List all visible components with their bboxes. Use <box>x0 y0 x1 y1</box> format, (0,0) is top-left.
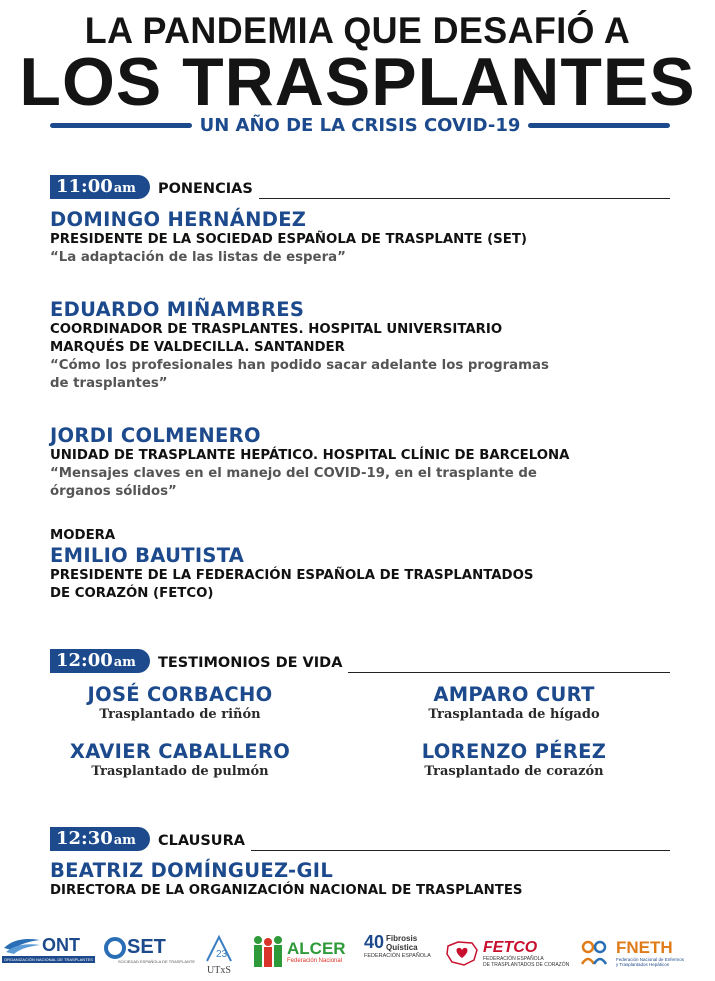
ont-wing-icon <box>2 934 42 956</box>
time-ampm: am <box>113 655 136 670</box>
testimony-1 <box>30 684 330 724</box>
subtitle-bar-right <box>528 123 670 128</box>
session-divider <box>348 672 670 673</box>
moderator-name: EMILIO BAUTISTA <box>50 544 245 567</box>
utxs-figure-icon <box>201 931 237 965</box>
testimony-3 <box>30 741 330 781</box>
fneth-name: FNETH <box>616 937 673 957</box>
testimony-name: JOSÉ CORBACHO <box>87 683 273 706</box>
time-value: 12:30 <box>56 828 113 849</box>
speaker-2 <box>50 299 670 393</box>
alcer-subtitle: Federación Nacional <box>287 958 343 964</box>
closing-speaker <box>50 860 670 900</box>
fneth-subtitle-1: Federación Nacional de Enfermos <box>616 956 685 962</box>
time-ampm: am <box>113 833 136 848</box>
title-line-1: LA PANDEMIA QUE DESAFIÓ A <box>84 10 631 51</box>
sponsor-logos <box>0 922 715 977</box>
session-clausura <box>50 826 670 852</box>
session-label: PONENCIAS <box>157 181 253 197</box>
testimony-name: XAVIER CABALLERO <box>69 740 291 763</box>
speaker-1 <box>50 209 670 267</box>
testimony-name: AMPARO CURT <box>433 683 595 706</box>
alcer-logo <box>250 932 354 972</box>
session-label: TESTIMONIOS DE VIDA <box>157 655 343 671</box>
speaker-name: JORDI COLMENERO <box>50 424 261 447</box>
time-badge <box>50 649 150 673</box>
utxs-name: UTxS <box>207 965 231 976</box>
closing-role: DIRECTORA DE LA ORGANIZACIÓN NACIONAL DE TRASPLANTES <box>50 883 523 898</box>
closing-name: BEATRIZ DOMÍNGUEZ-GIL <box>50 859 334 882</box>
subtitle-bar-left <box>50 123 192 128</box>
fibrosis-number: 40 <box>364 932 385 952</box>
fetco-heart-map-icon <box>444 938 480 968</box>
speaker-name: EDUARDO MIÑAMBRES <box>50 298 305 321</box>
time-badge <box>50 175 150 199</box>
set-subtitle: SOCIEDAD ESPAÑOLA DE TRASPLANTE <box>118 959 195 964</box>
testimony-desc: Trasplantado de corazón <box>424 764 604 779</box>
speaker-talk-line-2: órganos sólidos” <box>50 484 177 499</box>
moderator-label: MODERA <box>50 528 116 543</box>
time-value: 11:00 <box>56 176 113 197</box>
fibrosis-name-1: Fibrosis <box>386 933 418 943</box>
ont-subtitle: ORGANIZACIÓN NACIONAL DE TRASPLANTES <box>4 957 93 962</box>
set-name: SET <box>127 936 166 958</box>
session-divider <box>251 850 670 851</box>
speaker-talk-line-2: de trasplantes” <box>50 376 168 391</box>
session-ponencias <box>50 174 670 200</box>
testimony-desc: Trasplantada de hígado <box>428 707 600 722</box>
moderator-role-line-1: PRESIDENTE DE LA FEDERACIÓN ESPAÑOLA DE TRASPLANTADOS <box>50 568 534 583</box>
subtitle: UN AÑO DE LA CRISIS COVID-19 <box>199 114 521 136</box>
fetco-logo <box>444 932 570 974</box>
svg-text:23: 23 <box>216 949 228 960</box>
speaker-role-line-2: MARQUÉS DE VALDECILLA. SANTANDER <box>50 340 345 355</box>
alcer-name: ALCER <box>287 939 346 958</box>
testimony-4 <box>364 741 664 781</box>
fibrosis-name-2: Quística <box>386 942 418 952</box>
fibrosis-logo <box>364 932 434 974</box>
session-label: CLAUSURA <box>157 833 245 849</box>
ont-name: ONT <box>42 934 80 955</box>
session-divider <box>259 198 670 199</box>
fneth-logo <box>580 932 714 974</box>
speaker-3 <box>50 425 670 501</box>
subtitle-row <box>50 112 670 138</box>
utxs-logo <box>198 924 240 976</box>
fneth-subtitle-2: y Trasplantados Hepáticos <box>616 962 670 967</box>
fneth-people-icon <box>580 938 614 968</box>
time-badge <box>50 827 150 851</box>
speaker-role-line-1: COORDINADOR DE TRASPLANTES. HOSPITAL UNIVERSITARIO <box>50 322 503 337</box>
speaker-role: PRESIDENTE DE LA SOCIEDAD ESPAÑOLA DE TRASPLANTE (SET) <box>50 232 527 247</box>
speaker-role: UNIDAD DE TRASPLANTE HEPÁTICO. HOSPITAL CLÍNIC DE BARCELONA <box>50 448 570 463</box>
speaker-talk: “La adaptación de las listas de espera” <box>50 250 346 265</box>
testimony-desc: Trasplantado de pulmón <box>91 764 269 779</box>
fetco-name: FETCO <box>483 938 538 956</box>
testimony-name: LORENZO PÉREZ <box>421 740 607 763</box>
time-ampm: am <box>113 181 136 196</box>
speaker-talk-line-1: “Mensajes claves en el manejo del COVID-19, en el trasplante de <box>50 466 537 481</box>
moderator <box>50 527 670 603</box>
moderator-role-line-2: DE CORAZÓN (FETCO) <box>50 586 214 601</box>
title-line-2: LOS TRASPLANTES <box>19 44 696 120</box>
set-logo <box>104 936 195 970</box>
set-circle-icon <box>104 937 126 959</box>
fetco-subtitle-2: DE TRASPLANTADOS DE CORAZÓN <box>483 961 570 968</box>
testimony-2 <box>364 684 664 724</box>
session-testimonios <box>50 648 670 674</box>
fibrosis-subtitle: FEDERACIÓN ESPAÑOLA <box>364 953 431 959</box>
testimony-desc: Trasplantado de riñón <box>99 707 261 722</box>
fetco-subtitle-1: FEDERACIÓN ESPAÑOLA <box>483 955 544 962</box>
ont-logo <box>2 934 92 970</box>
alcer-people-icon <box>250 934 284 970</box>
speaker-talk-line-1: “Cómo los profesionales han podido sacar adelante los programas <box>50 358 549 373</box>
time-value: 12:00 <box>56 650 113 671</box>
speaker-name: DOMINGO HERNÁNDEZ <box>50 208 307 231</box>
